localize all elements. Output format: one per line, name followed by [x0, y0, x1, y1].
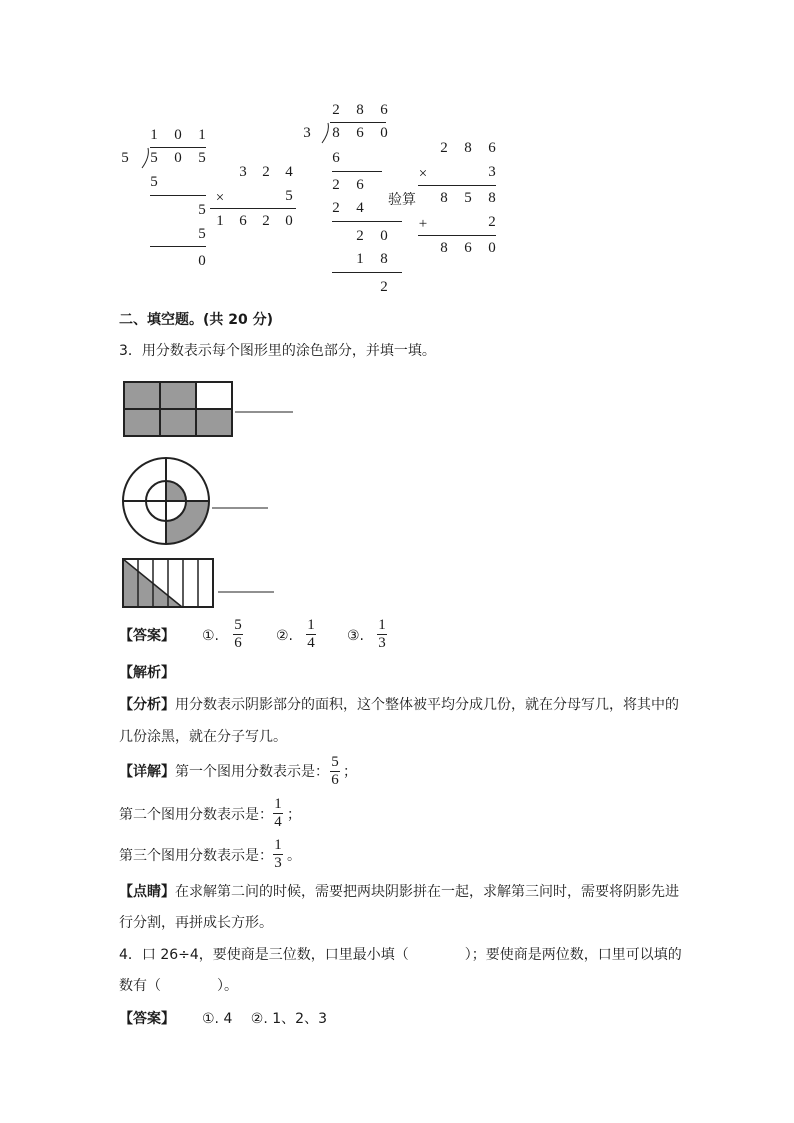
- dividend-digit: 6: [356, 125, 364, 141]
- step-digit: 5: [198, 202, 206, 218]
- answer-label: 【答案】: [119, 628, 175, 644]
- step-digit: 8: [380, 251, 388, 267]
- analysis-paragraph-cont: 几份涂黑，就在分子写几。: [119, 729, 287, 745]
- sum-digit: 0: [488, 240, 496, 256]
- answer-marker: ③.: [347, 628, 365, 644]
- fenxi-label: 【分析】: [119, 697, 175, 713]
- analysis-label: 【解析】: [119, 665, 175, 681]
- step-digit: 1: [356, 251, 364, 267]
- figure-grid-fraction: [123, 381, 298, 439]
- dianjing-paragraph-cont: 行分割，再拼成长方形。: [119, 915, 273, 931]
- times-sign: ×: [418, 166, 428, 182]
- dividend-digit: 0: [380, 125, 388, 141]
- top-digit: 3: [239, 164, 247, 180]
- step-digit: 2: [332, 200, 340, 216]
- dividend-digit: 5: [150, 150, 158, 166]
- answer-fraction: 1 4: [307, 617, 315, 651]
- detail-line-1: 【详解】第一个图用分数表示是：: [119, 764, 329, 780]
- times-sign: ×: [215, 190, 225, 206]
- top-digit: 4: [285, 164, 293, 180]
- step-digit: 2: [332, 177, 340, 193]
- product-digit: 8: [440, 190, 448, 206]
- detail-label: 【详解】: [119, 764, 175, 780]
- plus-sign: +: [418, 216, 428, 232]
- step-digit: 5: [198, 226, 206, 242]
- figure-circle-fraction: [122, 456, 272, 548]
- quotient-digit: 2: [332, 102, 340, 118]
- answer-fraction: 1 3: [378, 617, 386, 651]
- answer-fraction: 5 6: [234, 617, 242, 651]
- remainder: 2: [380, 279, 388, 295]
- top-digit: 2: [262, 164, 270, 180]
- sum-digit: 8: [440, 240, 448, 256]
- sum-digit: 6: [464, 240, 472, 256]
- figure-strip-fraction: [122, 558, 278, 610]
- top-digit: 6: [488, 140, 496, 156]
- addend-digit: 2: [488, 214, 496, 230]
- step-digit: 6: [332, 150, 340, 166]
- section-title: 二、填空题。(共 20 分): [119, 312, 274, 328]
- detail-fraction-2: 1 4: [274, 796, 282, 830]
- fenxi-text: 用分数表示阴影部分的面积，这个整体被平均分成几份，就在分母写几，将其中的: [175, 697, 679, 713]
- question-4-line-2: 数有（ ）。: [119, 978, 238, 994]
- step-digit: 6: [356, 177, 364, 193]
- dividend-digit: 5: [198, 150, 206, 166]
- answer-label: 【答案】: [119, 1011, 175, 1027]
- top-digit: 8: [464, 140, 472, 156]
- dividend-digit: 8: [332, 125, 340, 141]
- quotient-digit: 8: [356, 102, 364, 118]
- result-digit: 6: [239, 213, 247, 229]
- multiplier-digit: 5: [285, 188, 293, 204]
- quotient-digit: 6: [380, 102, 388, 118]
- dividend-digit: 0: [174, 150, 182, 166]
- answer-marker: ②.: [276, 628, 294, 644]
- detail-fraction-1: 5 6: [331, 754, 339, 788]
- quotient-digit: 0: [174, 127, 182, 143]
- question-3-prompt: 3．用分数表示每个图形里的涂色部分，并填一填。: [119, 343, 436, 359]
- answer-marker: ①.: [202, 628, 220, 644]
- remainder: 0: [198, 253, 206, 269]
- question-4-answer: ①. 4 ②. 1、2、3: [202, 1011, 327, 1027]
- result-digit: 0: [285, 213, 293, 229]
- detail-line-3: 第三个图用分数表示是：: [119, 848, 273, 864]
- step-digit: 0: [380, 228, 388, 244]
- question-4-line-1: 4．口 26÷4，要使商是三位数，口里最小填（ ）；要使商是两位数，口里可以填的: [119, 947, 682, 963]
- detail-end-1: ；: [343, 764, 357, 780]
- product-digit: 5: [464, 190, 472, 206]
- detail-fraction-3: 1 3: [274, 837, 282, 871]
- step-digit: 4: [356, 200, 364, 216]
- detail-end-3: 。: [287, 848, 301, 864]
- quotient-digit: 1: [198, 127, 206, 143]
- detail-end-2: ；: [287, 807, 301, 823]
- detail-line-2: 第二个图用分数表示是：: [119, 807, 273, 823]
- result-digit: 1: [216, 213, 224, 229]
- divisor: 5: [121, 150, 129, 166]
- dianjing-paragraph: 【点睛】在求解第二问的时候，需要把两块阴影拼在一起，求解第三问时，需要将阴影先进: [119, 884, 679, 900]
- check-label: 验算: [388, 192, 416, 208]
- product-digit: 8: [488, 190, 496, 206]
- result-digit: 2: [262, 213, 270, 229]
- step-digit: 5: [150, 174, 158, 190]
- top-digit: 2: [440, 140, 448, 156]
- divisor: 3: [303, 125, 311, 141]
- multiplier-digit: 3: [488, 164, 496, 180]
- step-digit: 2: [356, 228, 364, 244]
- quotient-digit: 1: [150, 127, 158, 143]
- analysis-paragraph: [119, 695, 679, 715]
- dianjing-label: 【点睛】: [119, 884, 175, 900]
